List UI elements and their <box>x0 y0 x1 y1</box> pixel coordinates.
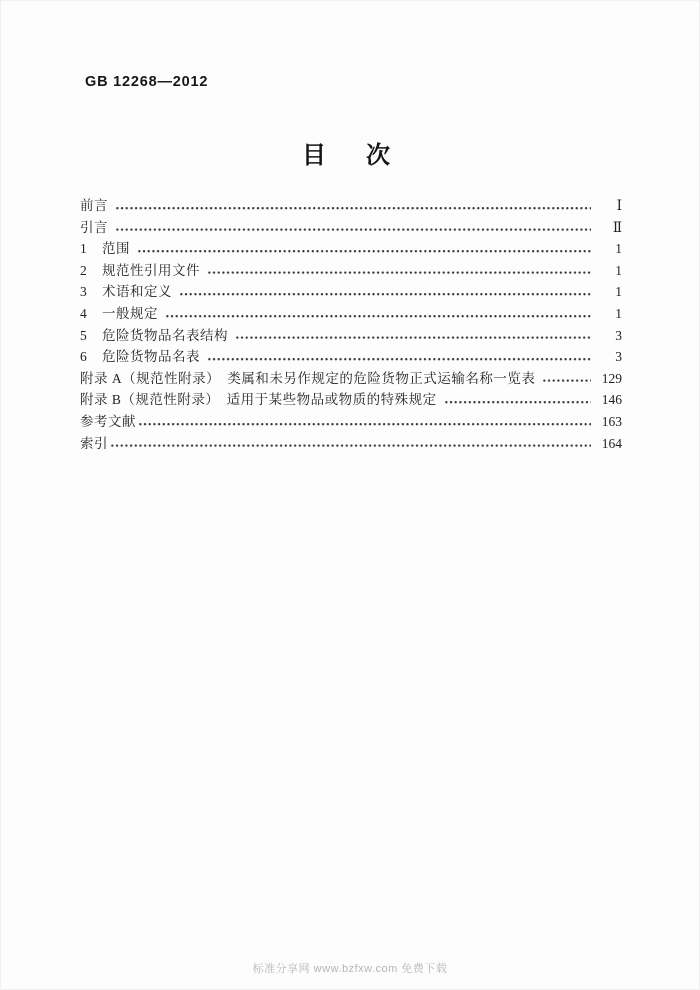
toc-entry-page-number: 1 <box>615 262 622 278</box>
toc-entry-page-number: 3 <box>615 349 622 365</box>
toc-entry-number: 6 <box>80 349 87 365</box>
toc-entry-number: 5 <box>80 327 87 343</box>
dot-leader <box>207 260 591 282</box>
toc-entry-page-number: 3 <box>615 327 622 343</box>
toc-entry <box>80 368 622 390</box>
toc-entry <box>80 433 622 455</box>
dot-leader <box>542 368 591 390</box>
toc-entry-number: 1 <box>80 241 87 257</box>
dot-leader <box>207 346 591 368</box>
toc-entry-label: 规范性引用文件 <box>102 262 200 278</box>
watermark-footer: 标准分享网 www.bzfxw.com 免费下载 <box>252 963 448 975</box>
toc-entry <box>80 346 622 368</box>
toc-entry-page-number: Ⅰ <box>616 198 622 213</box>
toc-entry-page-number: 146 <box>601 392 622 408</box>
toc-entry <box>80 260 622 282</box>
dot-leader <box>165 303 591 325</box>
toc-entry-page-number: 163 <box>601 413 622 429</box>
toc-entry-label: 一般规定 <box>102 305 158 321</box>
toc-entry-page-number: 164 <box>601 435 622 451</box>
toc-entry-label: 引言 <box>80 219 108 235</box>
dot-leader <box>138 411 591 433</box>
toc-entry-number: 4 <box>80 305 87 321</box>
dot-leader <box>115 195 591 217</box>
toc-entry-label: 附录 A（规范性附录） 类属和未另作规定的危险货物正式运输名称一览表 <box>80 370 536 386</box>
toc-entry <box>80 325 622 347</box>
toc-entry <box>80 238 622 260</box>
toc-entry-label: 索引 <box>80 435 108 451</box>
toc-entry-label: 范围 <box>102 241 130 257</box>
page-title: 目 次 <box>302 142 398 169</box>
toc-entry <box>80 281 622 303</box>
toc-entry-label: 术语和定义 <box>102 284 172 300</box>
toc-entry-page-number: 129 <box>601 370 622 386</box>
toc-entry-number: 3 <box>80 284 87 300</box>
toc-entry <box>80 217 622 239</box>
toc-list <box>80 195 622 454</box>
toc-entry-page-number: 1 <box>615 305 622 321</box>
dot-leader <box>110 433 591 455</box>
dot-leader <box>235 325 591 347</box>
dot-leader <box>179 281 591 303</box>
toc-entry <box>80 303 622 325</box>
standard-number: GB 12268—2012 <box>85 74 209 90</box>
toc-entry-page-number: Ⅱ <box>612 219 622 235</box>
toc-entry-label: 危险货物品名表结构 <box>102 327 228 343</box>
dot-leader <box>444 389 591 411</box>
dot-leader <box>137 238 591 260</box>
toc-entry-number: 2 <box>80 262 87 278</box>
toc-entry-label: 危险货物品名表 <box>102 349 200 365</box>
dot-leader <box>115 217 591 239</box>
toc-entry-label: 前言 <box>80 198 108 213</box>
toc-entry-label: 附录 B（规范性附录） 适用于某些物品或物质的特殊规定 <box>80 392 437 408</box>
toc-entry <box>80 411 622 433</box>
toc-entry <box>80 195 622 217</box>
toc-entry-label: 参考文献 <box>80 413 136 429</box>
toc-entry <box>80 389 622 411</box>
toc-entry-page-number: 1 <box>615 284 622 300</box>
toc-entry-page-number: 1 <box>615 241 622 257</box>
